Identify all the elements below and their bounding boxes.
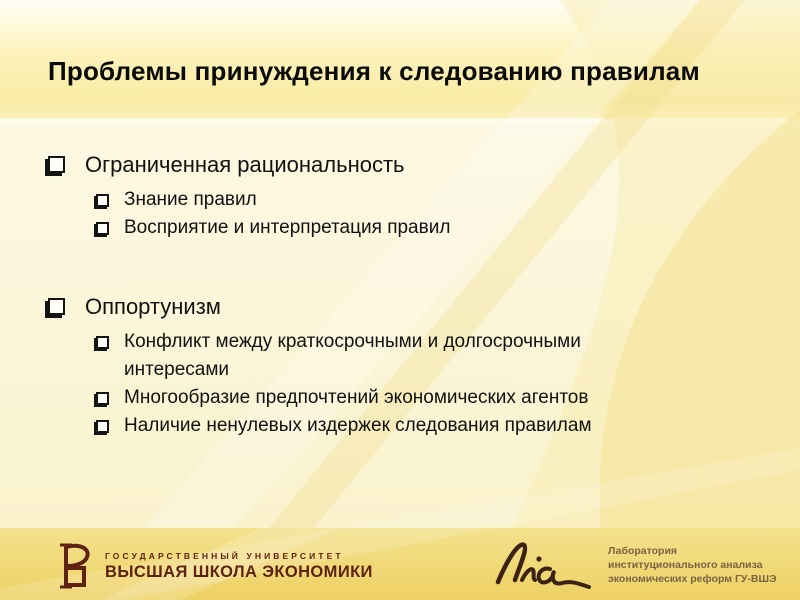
sub-bullet-item	[96, 186, 668, 214]
sub-bullet-item	[96, 384, 668, 412]
sub-bullet-item	[96, 412, 668, 440]
hse-school-line: ВЫСШАЯ ШКОЛА ЭКОНОМИКИ	[105, 562, 373, 581]
bullet-item	[48, 150, 668, 180]
bullet-group	[48, 150, 668, 242]
bullet-square-icon	[96, 336, 109, 349]
lia-script-icon	[492, 536, 592, 594]
sub-bullet-item	[96, 328, 668, 384]
hse-university-line: ГОСУДАРСТВЕННЫЙ УНИВЕРСИТЕТ	[105, 550, 344, 561]
hse-logo-mark-icon	[56, 542, 96, 590]
bullet-square-icon	[96, 194, 109, 207]
bullet-item	[48, 292, 668, 322]
lia-line-2: институционального анализа	[608, 559, 763, 571]
hse-logo	[56, 542, 373, 590]
sub-bullet-label: Многообразие предпочтений экономических агентов	[124, 387, 589, 408]
bullet-square-icon	[96, 420, 109, 433]
slide-body	[48, 150, 668, 440]
hse-logo-text	[105, 551, 373, 582]
sub-bullet-label: Восприятие и интерпретация правил	[124, 217, 451, 238]
bullet-label: Ограниченная рациональность	[85, 152, 405, 177]
lia-line-3: экономических реформ ГУ-ВШЭ	[608, 573, 777, 585]
bullet-square-icon	[48, 298, 65, 315]
bullet-group	[48, 292, 668, 440]
bullet-square-icon	[48, 156, 65, 173]
sub-bullet-item	[96, 214, 668, 242]
sub-bullet-label: Знание правил	[124, 189, 257, 210]
sub-bullet-label: Наличие ненулевых издержек следования правилам	[124, 415, 592, 436]
lia-logo-text	[608, 544, 777, 586]
lia-logo	[492, 536, 777, 594]
bullet-square-icon	[96, 392, 109, 405]
lia-line-1: Лаборатория	[608, 545, 678, 557]
bullet-label: Оппортунизм	[85, 294, 221, 319]
slide-title: Проблемы принуждения к следованию правилам	[48, 56, 700, 86]
sub-bullet-label: Конфликт между краткосрочными и долгосрочными интересами	[124, 331, 581, 380]
bullet-square-icon	[96, 222, 109, 235]
